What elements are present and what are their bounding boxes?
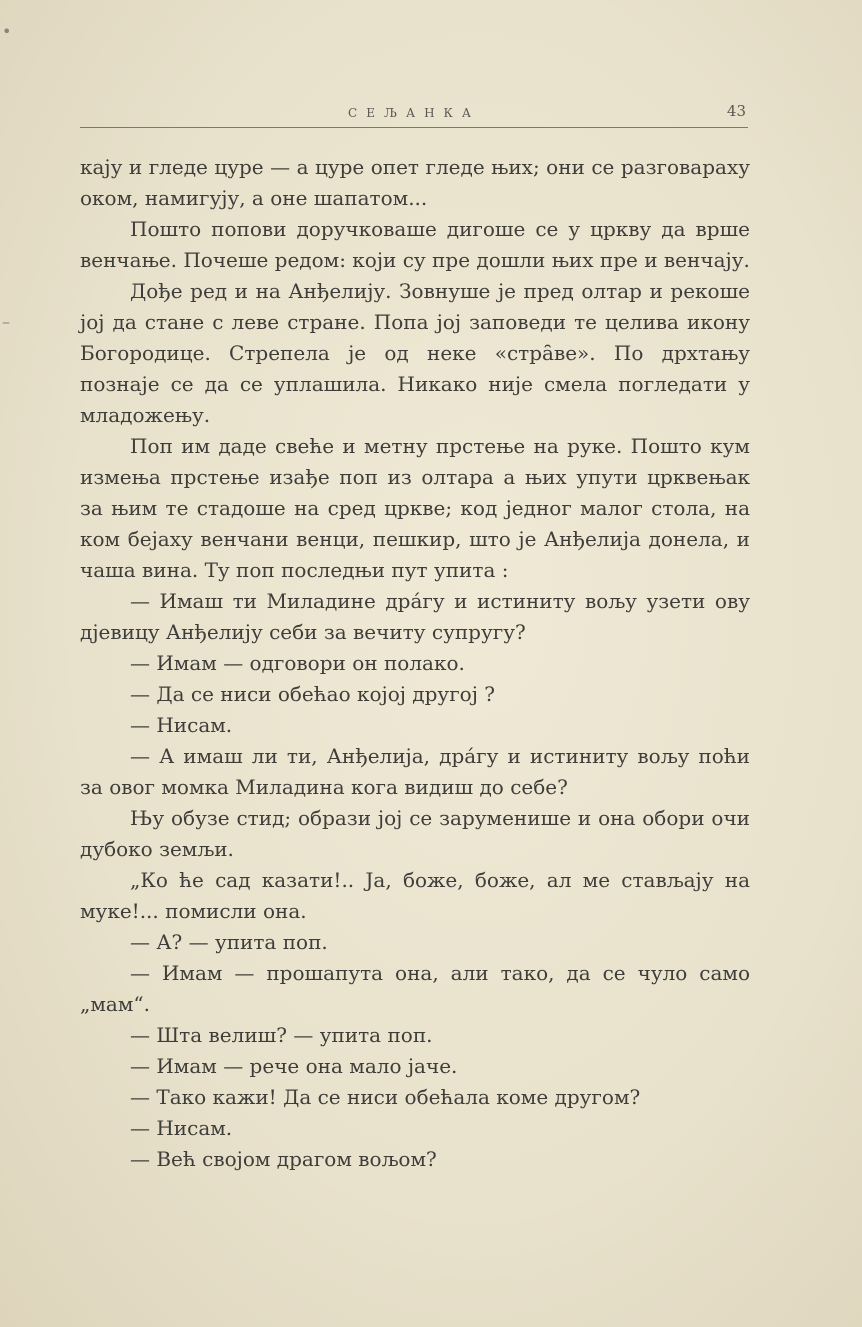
paragraph: Дође ред и на Анђелију. Зовнуше је пред олтар и рекоше јој да стане с леве стране. Попа јој заповеди те целива икону Богородице. Стрепела је од неке «стра̑ве». По дрхтању познаје се да се уплашила. Никако није смела погледати у младожењу.	[80, 279, 750, 427]
paragraph: кају и гледе цуре — а цуре опет гледе њих; они се разговараху оком, намигују, а оне шапатом...	[80, 155, 750, 210]
dialogue-line: — Имаш ти Миладине дра́гу и истиниту вољу узети ову дјевицу Анђелију себи за вечиту супругу?	[80, 589, 750, 644]
body-text	[80, 152, 750, 1175]
dialogue-line: — Шта велиш? — упита поп.	[130, 1023, 433, 1047]
dialogue-line: — Имам — рече она мало јаче.	[130, 1054, 458, 1078]
dialogue-line: — А имаш ли ти, Анђелија, дра́гу и истиниту вољу поћи за овог момка Миладина кога видиш до себе?	[80, 744, 750, 799]
paragraph: Пошто попови доручковаше дигоше се у цркву да врше венчање. Почеше редом: који су пре дошли њих пре и венчају.	[80, 217, 750, 272]
page-header	[80, 100, 748, 130]
dialogue-line: — Нисам.	[130, 713, 233, 737]
dialogue-line: — Већ својом драгом вољом?	[130, 1147, 437, 1171]
dialogue-line: — Нисам.	[130, 1116, 233, 1140]
dialogue-line: — Имам — прошапута она, али тако, да се чуло само „мам“.	[80, 961, 750, 1016]
dialogue-line: — Да се ниси обећао којој другој ?	[130, 682, 495, 706]
paragraph: Поп им даде свеће и метну прстење на руке. Пошто кум измења прстење изађе поп из олтара а њих упути црквењак за њим те стадоше на сред цркве; код једног малог стола, на ком бејаху венчани венци, пешкир, што је Анђелија донела, и чаша вина. Ту поп последњи пут упита :	[80, 434, 750, 582]
page-number: 43	[726, 102, 746, 120]
dialogue-line: — Имам — одговори он полако.	[130, 651, 465, 675]
running-title: СЕЉАНКА	[348, 106, 480, 120]
margin-dash: –	[2, 312, 10, 331]
header-rule	[80, 127, 748, 128]
corner-mark: •	[2, 22, 12, 41]
paragraph: Њу обузе стид; образи јој се заруменише и она обори очи дубоко земљи.	[80, 806, 750, 861]
dialogue-line: — Тако кажи! Да се ниси обећала коме другом?	[130, 1085, 641, 1109]
dialogue-line: — А? — упита поп.	[130, 930, 328, 954]
paragraph: „Ко ће сад казати!.. Ја, боже, боже, ал ме стављају на муке!... помисли она.	[80, 868, 750, 923]
